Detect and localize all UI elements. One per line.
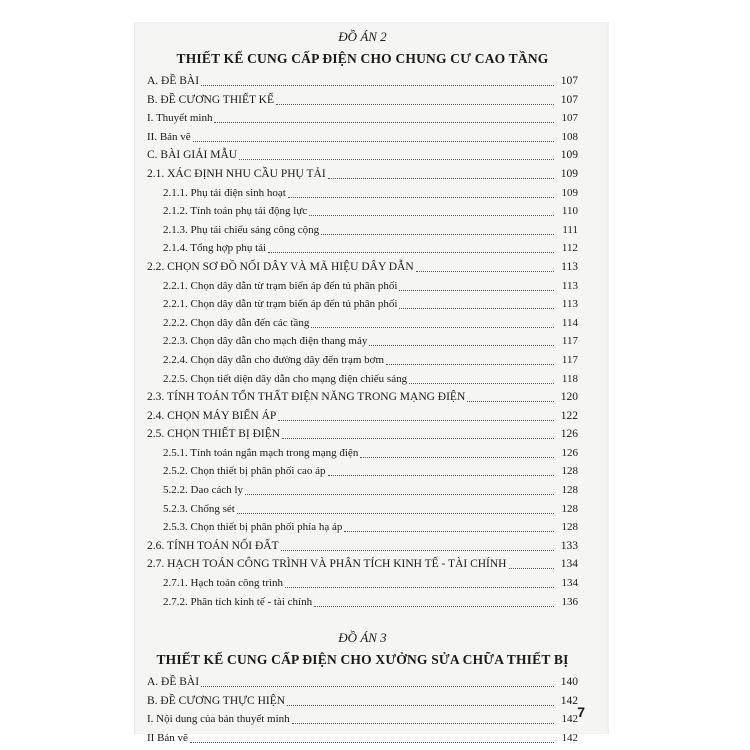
toc-entry-page: 142 [561, 713, 578, 726]
dot-leader [201, 74, 554, 86]
dot-leader [344, 520, 554, 532]
toc-entry-page: 113 [561, 298, 578, 311]
toc-entry-page: 113 [561, 260, 578, 273]
dot-leader [328, 167, 554, 179]
dot-leader [328, 464, 554, 476]
dot-leader [288, 186, 554, 198]
dot-leader [278, 409, 554, 421]
toc-entry-page: 126 [561, 446, 578, 459]
dot-leader [399, 279, 554, 291]
section-do-an-2 [147, 28, 578, 611]
toc-entry [147, 295, 578, 314]
section-heading: ĐỒ ÁN 3 [338, 630, 387, 646]
table-of-contents [147, 28, 578, 748]
toc-entry [147, 184, 578, 203]
toc-entry [147, 444, 578, 463]
toc-entry-page: 128 [561, 521, 578, 534]
toc-entry-label: 2.1.1. Phụ tải điện sinh hoạt [163, 186, 286, 199]
dot-leader [360, 446, 554, 458]
dot-leader [281, 539, 554, 551]
toc-entry [147, 462, 578, 481]
toc-entry-page: 134 [561, 577, 578, 590]
dot-leader [201, 675, 554, 687]
section-do-an-3 [147, 629, 578, 747]
dot-leader [287, 694, 554, 706]
toc-entry-label: I. Thuyết minh [147, 112, 213, 125]
toc-entry-label: C. BÀI GIẢI MẪU [147, 149, 238, 162]
dot-leader [314, 595, 554, 607]
dot-leader [193, 130, 554, 142]
toc-entry-label: 2.2.4. Chọn dây dẫn cho đường dây đến trạm bơm [163, 353, 385, 366]
toc-entry-label: 2.6. TÍNH TOÁN NỐI ĐẤT [147, 539, 279, 552]
toc-entry [147, 537, 578, 556]
toc-entry [147, 221, 578, 240]
toc-entry [147, 109, 578, 128]
toc-entry-page: 113 [561, 279, 578, 292]
toc-entry [147, 593, 578, 612]
dot-leader [268, 241, 554, 253]
dot-leader [245, 483, 554, 495]
dot-leader [369, 334, 554, 346]
section-title: THIẾT KẾ CUNG CẤP ĐIỆN CHO CHUNG CƯ CAO TẦNG [176, 51, 549, 66]
toc-entry-label: B. ĐỀ CƯƠNG THIẾT KẾ [147, 93, 275, 106]
toc-entry-label: 2.1. XÁC ĐỊNH NHU CẦU PHỤ TẢI [147, 167, 326, 180]
toc-entry [147, 314, 578, 333]
toc-entry-page: 108 [561, 130, 578, 143]
toc-entry-page: 133 [560, 539, 578, 552]
toc-entry-page: 117 [561, 353, 578, 366]
toc-entry-label: 2.2.1. Chọn dây dẫn từ trạm biến áp đến tủ phân phối [163, 298, 398, 311]
toc-entry-label: 2.5. CHỌN THIẾT BỊ ĐIỆN [147, 428, 281, 441]
dot-leader [214, 111, 554, 123]
toc-entry-label: 2.1.2. Tính toán phụ tải động lực [163, 205, 308, 218]
toc-entry-label: II Bản vẽ [147, 732, 188, 744]
toc-entry [147, 574, 578, 593]
toc-entry [147, 481, 578, 500]
dot-leader [285, 576, 554, 588]
toc-entry-label: 2.2.2. Chọn dây dẫn đến các tầng [163, 316, 310, 329]
toc-entry-label: 2.2. CHỌN SƠ ĐỒ NỐI DÂY VÀ MÃ HIỆU DÂY DẪN [147, 260, 414, 273]
toc-entry-page: 109 [561, 186, 578, 199]
toc-entry-label: 5.2.3. Chống sét [163, 502, 235, 515]
toc-entry [147, 202, 578, 221]
toc-entry-page: 126 [560, 428, 578, 441]
toc-entry [147, 729, 578, 748]
dot-leader [399, 297, 554, 309]
toc-entry [147, 555, 578, 574]
toc-entry-label: 2.1.3. Phụ tải chiếu sáng công cộng [163, 223, 320, 236]
toc-entry-page: 117 [561, 335, 578, 348]
toc-entry [147, 710, 578, 729]
toc-entry-page: 140 [560, 676, 578, 689]
toc-entry-label: 2.7. HẠCH TOÁN CÔNG TRÌNH VÀ PHÂN TÍCH KINH TẾ - TÀI CHÍNH [147, 558, 507, 571]
toc-entry-page: 112 [561, 242, 578, 255]
toc-entry [147, 692, 578, 711]
toc-entry-label: 2.2.3. Chọn dây dẫn cho mạch điện thang máy [163, 335, 368, 348]
toc-entry-page: 107 [561, 112, 578, 125]
dot-leader [309, 204, 554, 216]
toc-entry-list [147, 72, 578, 611]
toc-entry [147, 370, 578, 389]
toc-entry-page: 110 [561, 205, 578, 218]
dot-leader [282, 427, 554, 439]
toc-entry-label: 2.4. CHỌN MÁY BIẾN ÁP [147, 409, 277, 422]
toc-entry [147, 239, 578, 258]
toc-entry-label: 2.2.5. Chọn tiết diện dây dẫn cho mạng điện chiếu sáng [163, 372, 408, 385]
toc-entry-label: 2.5.2. Chọn thiết bị phân phối cao áp [163, 465, 326, 478]
toc-entry-label: A. ĐỀ BÀI [147, 676, 200, 689]
dot-leader [509, 557, 555, 569]
book-page [134, 22, 609, 744]
toc-entry-page: 122 [560, 409, 578, 422]
toc-entry-page: 118 [561, 372, 578, 385]
toc-entry-page: 120 [560, 391, 578, 404]
toc-entry-page: 134 [560, 558, 578, 571]
dot-leader [276, 93, 554, 105]
toc-entry [147, 146, 578, 165]
toc-entry-label: 2.5.1. Tính toán ngắn mạch trong mạng điện [163, 446, 359, 459]
toc-entry-label: A. ĐỀ BÀI [147, 75, 200, 87]
toc-entry-label: 2.7.2. Phân tích kinh tế - tài chính [163, 595, 313, 608]
toc-entry-label: 2.5.3. Chọn thiết bị phân phối phía hạ áp [163, 521, 343, 534]
toc-entry-page: 128 [561, 484, 578, 497]
toc-entry-label: 5.2.2. Dao cách ly [163, 484, 244, 497]
toc-entry [147, 351, 578, 370]
toc-entry [147, 91, 578, 110]
toc-entry [147, 277, 578, 296]
toc-entry-page: 128 [561, 465, 578, 478]
dot-leader [409, 372, 554, 384]
dot-leader [321, 223, 554, 235]
toc-entry-label: 2.3. TÍNH TOÁN TỔN THẤT ĐIỆN NĂNG TRONG MẠNG ĐIỆN [147, 391, 466, 404]
toc-entry [147, 425, 578, 444]
toc-entry [147, 388, 578, 407]
toc-entry-page: 107 [560, 93, 578, 106]
toc-entry-label: B. ĐỀ CƯƠNG THỰC HIỆN [147, 694, 286, 707]
toc-entry-page: 128 [561, 502, 578, 515]
toc-entry-list [147, 673, 578, 747]
toc-entry [147, 258, 578, 277]
toc-entry [147, 518, 578, 537]
toc-entry-page: 114 [561, 316, 578, 329]
toc-entry [147, 165, 578, 184]
toc-entry [147, 500, 578, 519]
dot-leader [292, 712, 554, 724]
dot-leader [386, 353, 554, 365]
toc-entry-label: I. Nội dung của bản thuyết minh [147, 713, 290, 726]
dot-leader [239, 148, 554, 160]
toc-entry-page: 136 [561, 595, 578, 608]
page-number: 7 [577, 704, 585, 720]
section-title: THIẾT KẾ CUNG CẤP ĐIỆN CHO XƯỞNG SỬA CHỮA THIẾT BỊ [156, 652, 569, 668]
toc-entry-label: II. Bản vẽ [147, 130, 191, 143]
toc-entry-page: 109 [560, 167, 578, 180]
toc-entry-page: 107 [560, 75, 578, 87]
section-heading: ĐỒ ÁN 2 [338, 29, 387, 44]
dot-leader [311, 316, 554, 328]
toc-entry-label: 2.7.1. Hạch toán công trình [163, 577, 284, 590]
dot-leader [237, 502, 554, 514]
toc-entry [147, 72, 578, 91]
toc-entry [147, 407, 578, 426]
toc-entry-label: 2.2.1. Chọn dây dẫn từ trạm biến áp đến tủ phân phối [163, 279, 398, 292]
toc-entry [147, 332, 578, 351]
dot-leader [190, 731, 554, 743]
toc-entry-label: 2.1.4. Tổng hợp phụ tải [163, 242, 267, 255]
toc-entry-page: 142 [560, 694, 578, 707]
toc-entry [147, 128, 578, 147]
toc-entry-page: 142 [561, 732, 578, 744]
section-gap [147, 611, 578, 629]
toc-entry-page: 109 [560, 149, 578, 162]
dot-leader [467, 390, 554, 402]
dot-leader [416, 260, 554, 272]
toc-entry [147, 673, 578, 692]
toc-entry-page: 111 [562, 223, 578, 236]
